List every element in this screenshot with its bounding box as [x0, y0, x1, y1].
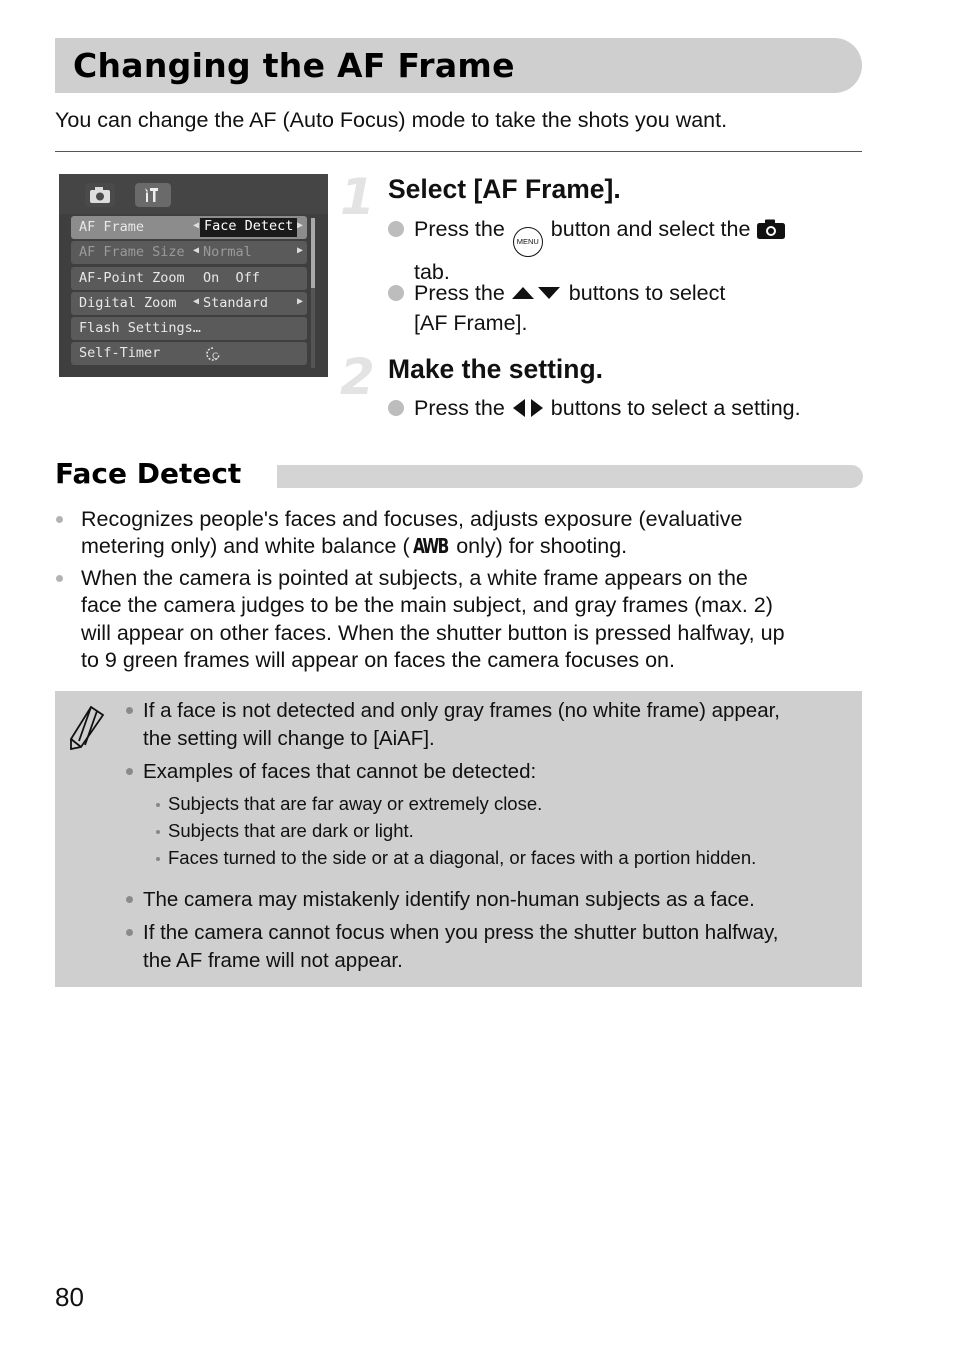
step-title: Make the setting.	[388, 354, 603, 384]
note-sub-item: Subjects that are far away or extremely close.	[168, 793, 543, 814]
lcd-row-af-frame-size[interactable]	[71, 241, 307, 264]
up-down-arrows-icon	[511, 281, 563, 305]
bullet-dot	[56, 575, 63, 582]
bullet-dot	[126, 768, 133, 775]
camera-icon	[756, 218, 786, 248]
menu-button-icon: MENU	[513, 227, 543, 257]
step-instruction: Press the buttons to select [AF Frame].	[388, 278, 725, 338]
lcd-row-label: AF Frame	[79, 219, 145, 235]
intro-text: You can change the AF (Auto Focus) mode to take the shots you want.	[55, 108, 728, 132]
left-arrow-icon: ◀	[193, 245, 200, 257]
face-detect-item: When the camera is pointed at subjects, a white frame appears on the face the camera judges to be the main subject, and gray frames (max. 2) will appear on other faces. When the shutter button is pressed halfway, up to 9 green frames will appear on faces the camera focuses on.	[81, 566, 785, 672]
right-arrow-icon: ▶	[297, 220, 304, 231]
lcd-row-value: Standard	[203, 294, 269, 311]
camera-tab-icon	[85, 183, 115, 207]
tools-tab-icon	[135, 183, 171, 207]
lcd-row-self-timer[interactable]	[71, 342, 307, 365]
lcd-row-flash-settings[interactable]	[71, 317, 307, 340]
lcd-row-value: On Off	[203, 269, 260, 286]
bullet-dot	[388, 285, 404, 301]
left-right-arrows-icon	[511, 396, 545, 420]
lcd-row-value: Face Detect	[200, 218, 297, 237]
note-box	[55, 691, 862, 987]
page-number: 80	[55, 1282, 84, 1312]
divider	[55, 151, 862, 152]
note-item: If the camera cannot focus when you press the shutter button halfway, the AF frame will not appear.	[143, 921, 779, 972]
note-item: If a face is not detected and only gray frames (no white frame) appear, the setting will change to [AiAF].	[143, 699, 780, 750]
lcd-row-af-point-zoom[interactable]	[71, 267, 307, 290]
step-instruction: Press the buttons to select a setting.	[388, 393, 801, 423]
title-bar	[55, 38, 862, 93]
bullet-dot	[388, 221, 404, 237]
sub-bullet-dot	[156, 803, 160, 807]
left-arrow-icon: ◀	[193, 220, 200, 231]
bullet-dot	[126, 707, 133, 714]
bullet-dot	[388, 400, 404, 416]
section-heading-bar	[277, 465, 863, 488]
step-number: 2	[340, 348, 375, 406]
camera-lcd-screenshot	[59, 174, 328, 377]
lcd-row-label: Self-Timer	[79, 345, 161, 362]
lcd-tab-bar	[59, 174, 328, 214]
note-sub-item: Subjects that are dark or light.	[168, 820, 414, 841]
note-sub-item: Faces turned to the side or at a diagonal, or faces with a portion hidden.	[168, 847, 757, 868]
lcd-row-digital-zoom[interactable]	[71, 292, 307, 315]
pencil-icon	[69, 703, 107, 756]
bullet-dot	[126, 896, 133, 903]
lcd-row-af-frame[interactable]	[71, 216, 307, 239]
step-number: 1	[340, 168, 375, 226]
step-instruction: Press the MENU button and select the tab.	[388, 214, 786, 287]
sub-bullet-dot	[156, 857, 160, 861]
face-detect-item: Recognizes people's faces and focuses, adjusts exposure (evaluative metering only) and white balance ( AWB only) for shooting.	[81, 506, 871, 561]
page-title: Changing the AF Frame	[73, 46, 515, 85]
step-title: Select [AF Frame].	[388, 174, 621, 204]
note-item: The camera may mistakenly identify non-human subjects as a face.	[143, 888, 755, 911]
section-heading: Face Detect	[55, 457, 242, 490]
sub-bullet-dot	[156, 830, 160, 834]
lcd-scroll-thumb	[311, 218, 315, 288]
self-timer-icon	[203, 345, 223, 367]
lcd-row-value: Normal	[203, 244, 252, 261]
lcd-row-label: Flash Settings…	[79, 320, 201, 337]
left-arrow-icon: ◀	[193, 295, 200, 307]
lcd-row-label: Digital Zoom	[79, 294, 177, 311]
bullet-dot	[126, 929, 133, 936]
awb-icon: AWB	[412, 534, 448, 559]
svg-text:C: C	[212, 352, 219, 363]
lcd-scrollbar	[311, 218, 315, 368]
lcd-menu-list	[71, 216, 307, 368]
lcd-row-label: AF Frame Size	[79, 244, 185, 261]
right-arrow-icon: ▶	[297, 295, 304, 307]
right-arrow-icon: ▶	[297, 245, 304, 257]
lcd-row-label: AF-Point Zoom	[79, 269, 185, 286]
bullet-dot	[56, 516, 63, 523]
note-item: Examples of faces that cannot be detected:	[143, 760, 537, 783]
